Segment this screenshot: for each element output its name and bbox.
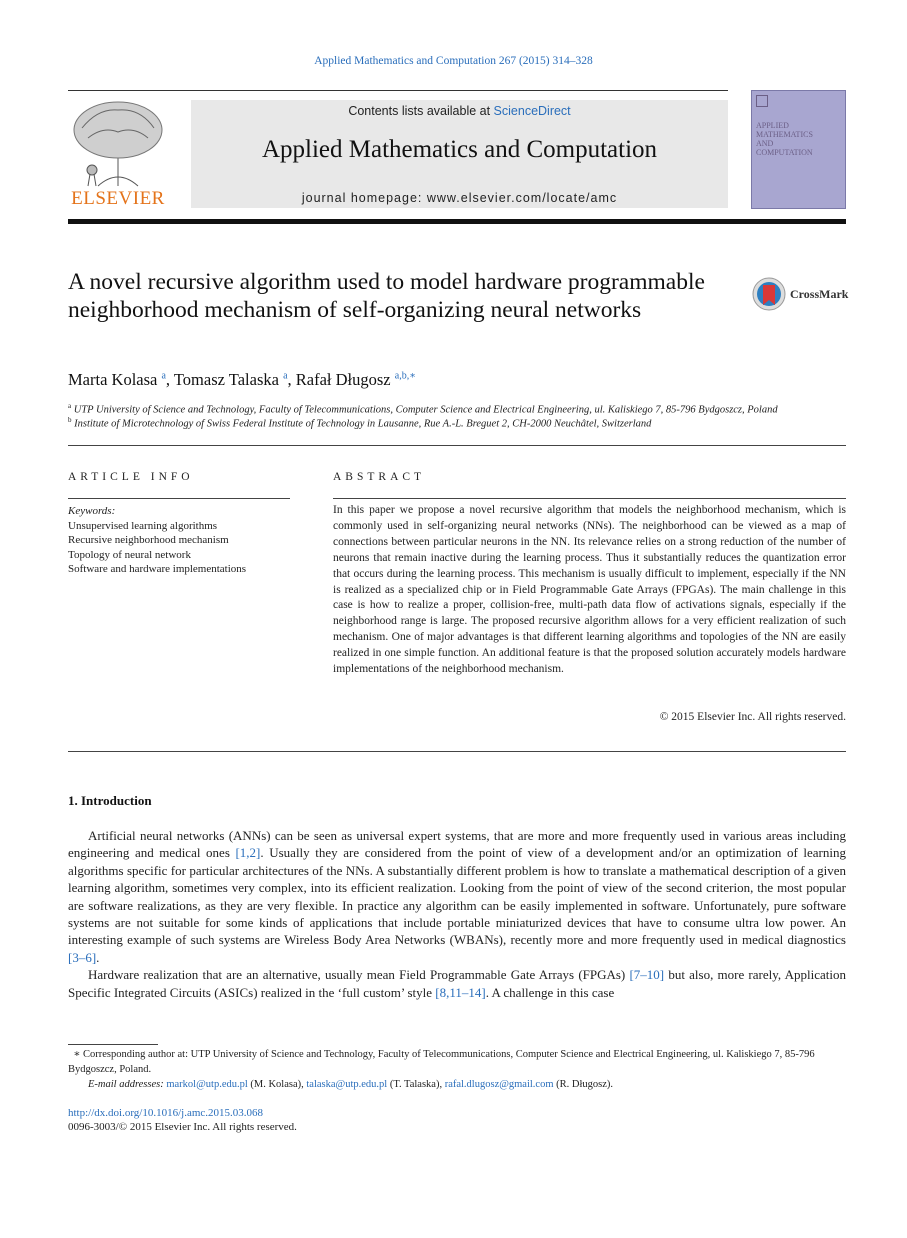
cover-line: APPLIED bbox=[756, 121, 789, 130]
intro-body bbox=[68, 827, 846, 1001]
email-link[interactable]: rafal.dlugosz@gmail.com bbox=[444, 1079, 554, 1090]
elsevier-logo[interactable] bbox=[68, 98, 168, 210]
contents-line bbox=[191, 104, 728, 118]
author-list bbox=[68, 370, 416, 390]
abstract-text: In this paper we propose a novel recursive algorithm that models the neighborhood mechanism, which is commonly used in self-organizing neural networks (NNs). The neighborhood can be viewed as a map of connections between particular neurons in the NN. Its relevance relies on a strong reduction of the number of neurons that remain inactive during the learning process. Thus it substantially reduces the quantization error that occurs during the learning process. This mechanism is usually difficult to implement, especially if the NN is realized as a specialized chip or in Field Programmable Gate Arrays (FPGAs). The main challenge in this case is how to realize a proper, collision-free, multi-path data flow of activations signals, especially if the neighborhood range is large. The proposed recursive algorithm allows for a very efficient realization of such mechanism. One of major advantages is that different learning algorithms and topologies of the NN are easily realized in one simple function. An additional feature is that the proposed solution accurately models hardware implementations of the neighborhood mechanism. bbox=[333, 504, 846, 676]
homepage-url[interactable]: www.elsevier.com/locate/amc bbox=[426, 191, 618, 205]
corresponding-author-note bbox=[68, 1047, 846, 1077]
footnote-rule bbox=[68, 1044, 158, 1045]
paragraph bbox=[68, 827, 846, 966]
section-divider bbox=[68, 445, 846, 446]
crossmark-badge[interactable] bbox=[751, 276, 851, 312]
masthead-rule bbox=[68, 90, 728, 91]
homepage-prefix: journal homepage: bbox=[301, 191, 427, 205]
author-affil-mark[interactable]: a,b,∗ bbox=[394, 370, 416, 382]
affiliation-mark: a bbox=[68, 402, 72, 410]
paragraph bbox=[68, 966, 846, 1001]
keyword: Recursive neighborhood mechanism bbox=[68, 534, 229, 547]
masthead-banner bbox=[191, 100, 728, 208]
affiliation bbox=[68, 402, 848, 416]
paper-title: A novel recursive algorithm used to model hardware programmable neighborhood mechanism of self-organizing neural networks bbox=[68, 269, 705, 323]
paragraph-text: but also, more rarely, Application Specific Integrated Circuits (ASICs) realized in the ‘full custom’ style bbox=[68, 967, 846, 1000]
header-divider bbox=[68, 219, 846, 224]
footnote bbox=[68, 1047, 846, 1092]
article-info-heading: ARTICLE INFO bbox=[68, 471, 194, 483]
paragraph-text: . bbox=[96, 949, 100, 965]
homepage-line bbox=[191, 191, 728, 205]
cover-line: MATHEMATICS bbox=[756, 130, 813, 139]
citation-link[interactable]: [1,2] bbox=[235, 845, 261, 861]
affiliation-mark: b bbox=[68, 416, 72, 424]
author-separator: , bbox=[165, 370, 174, 389]
paragraph-text: Artificial neural networks (ANNs) can be seen as universal expert systems, that are more and more frequently used in various areas including engineering and medical ones bbox=[68, 828, 846, 861]
cover-logo-icon bbox=[756, 95, 768, 107]
crossmark-icon bbox=[751, 276, 787, 312]
cover-title bbox=[756, 121, 813, 157]
email-link[interactable]: talaska@utp.edu.pl bbox=[306, 1079, 388, 1090]
citation-link[interactable]: [8,11–14] bbox=[435, 984, 486, 1000]
author-name[interactable]: Marta Kolasa bbox=[68, 370, 158, 389]
journal-title: Applied Mathematics and Computation bbox=[261, 136, 658, 163]
citation-link[interactable]: [3–6] bbox=[68, 949, 97, 965]
citation-link[interactable]: [7–10] bbox=[629, 967, 665, 983]
abstract-copyright: © 2015 Elsevier Inc. All rights reserved. bbox=[659, 711, 846, 723]
cover-line: AND bbox=[756, 139, 774, 148]
section-divider bbox=[68, 751, 846, 752]
author-separator: , bbox=[287, 370, 296, 389]
affiliation-text: UTP University of Science and Technology, Faculty of Telecommunications, Computer Science and Electrical Engineering, ul. Kaliskiego 7, 85-796 Bydgoszcz, Poland bbox=[73, 404, 778, 416]
doi-link[interactable]: http://dx.doi.org/10.1016/j.amc.2015.03.068 bbox=[68, 1107, 264, 1119]
email-addresses: E-mail addresses: markol@utp.edu.pl (M. Kolasa), talaska@utp.edu.pl (T. Talaska), rafal.dlugosz@gmail.com (R. Długosz). bbox=[88, 1079, 614, 1090]
elsevier-tree-icon bbox=[68, 98, 168, 188]
email-owner: (T. Talaska) bbox=[389, 1079, 440, 1090]
contents-prefix: Contents lists available at bbox=[348, 104, 494, 118]
footnote-mark: ∗ bbox=[73, 1049, 81, 1060]
author-name[interactable]: Rafał Długosz bbox=[295, 370, 391, 389]
email-link[interactable]: markol@utp.edu.pl bbox=[166, 1079, 248, 1090]
abstract-heading: ABSTRACT bbox=[333, 471, 426, 483]
article-info-rule bbox=[68, 498, 290, 499]
paragraph-text: . Usually they are considered from the point of view of a development and/or an optimization of learning algorithms specific for particular architectures of the NNs. A substantially different problem is how to translate a mathematical description of a given learning algorithm, sometimes very complex, into its efficient realization. Looking from the point of view of the second criterion, the most popular are software realizations, as they are very flexible. In practice any algorithm can be easily implemented in software. Unfortunately, pure software systems are not suitable for some kinds of applications that include portable miniaturized devices that have to consume ultra low power. An interesting example of such systems are Wireless Body Area Networks (WBANs), recently more and more frequently used in medical diagnostics bbox=[68, 845, 846, 948]
journal-cover[interactable] bbox=[751, 90, 846, 209]
affiliation-text: Institute of Microtechnology of Swiss Federal Institute of Technology in Lausanne, Rue A.-L. Breguet 2, CH-2000 Neuchâtel, Switzerland bbox=[74, 418, 652, 430]
corresponding-text: Corresponding author at: UTP University of Science and Technology, Faculty of Telecommunications, Computer Science and Electrical Engineering, ul. Kaliskiego 7, 85-796 Bydgoszcz, Poland. bbox=[68, 1049, 815, 1075]
elsevier-wordmark: ELSEVIER bbox=[71, 188, 165, 209]
cover-line: COMPUTATION bbox=[756, 148, 813, 157]
author-affil-mark[interactable]: a bbox=[161, 370, 166, 382]
journal-citation[interactable]: Applied Mathematics and Computation 267 (2015) 314–328 bbox=[314, 55, 593, 67]
author-affil-mark[interactable]: a bbox=[283, 370, 288, 382]
sciencedirect-link[interactable]: ScienceDirect bbox=[493, 104, 571, 118]
section-heading: 1. Introduction bbox=[68, 793, 152, 808]
keywords-block bbox=[68, 504, 290, 577]
affiliation bbox=[68, 416, 848, 430]
keyword: Topology of neural network bbox=[68, 548, 191, 561]
keywords-label: Keywords: bbox=[68, 505, 116, 517]
author-name[interactable]: Tomasz Talaska bbox=[173, 370, 279, 389]
crossmark-label: CrossMark bbox=[790, 287, 849, 301]
email-label: E-mail addresses: bbox=[88, 1079, 164, 1090]
paragraph-text: Hardware realization that are an alternative, usually mean Field Programmable Gate Arrays (FPGAs) bbox=[88, 967, 630, 983]
keyword: Unsupervised learning algorithms bbox=[68, 519, 218, 532]
issn-line: 0096-3003/© 2015 Elsevier Inc. All rights reserved. bbox=[68, 1121, 297, 1133]
email-owner: (R. Długosz). bbox=[556, 1079, 614, 1090]
abstract-rule bbox=[333, 498, 846, 499]
keyword: Software and hardware implementations bbox=[68, 563, 247, 576]
paragraph-text: . A challenge in this case bbox=[485, 984, 615, 1000]
email-owner: (M. Kolasa) bbox=[250, 1079, 302, 1090]
masthead bbox=[68, 90, 846, 212]
